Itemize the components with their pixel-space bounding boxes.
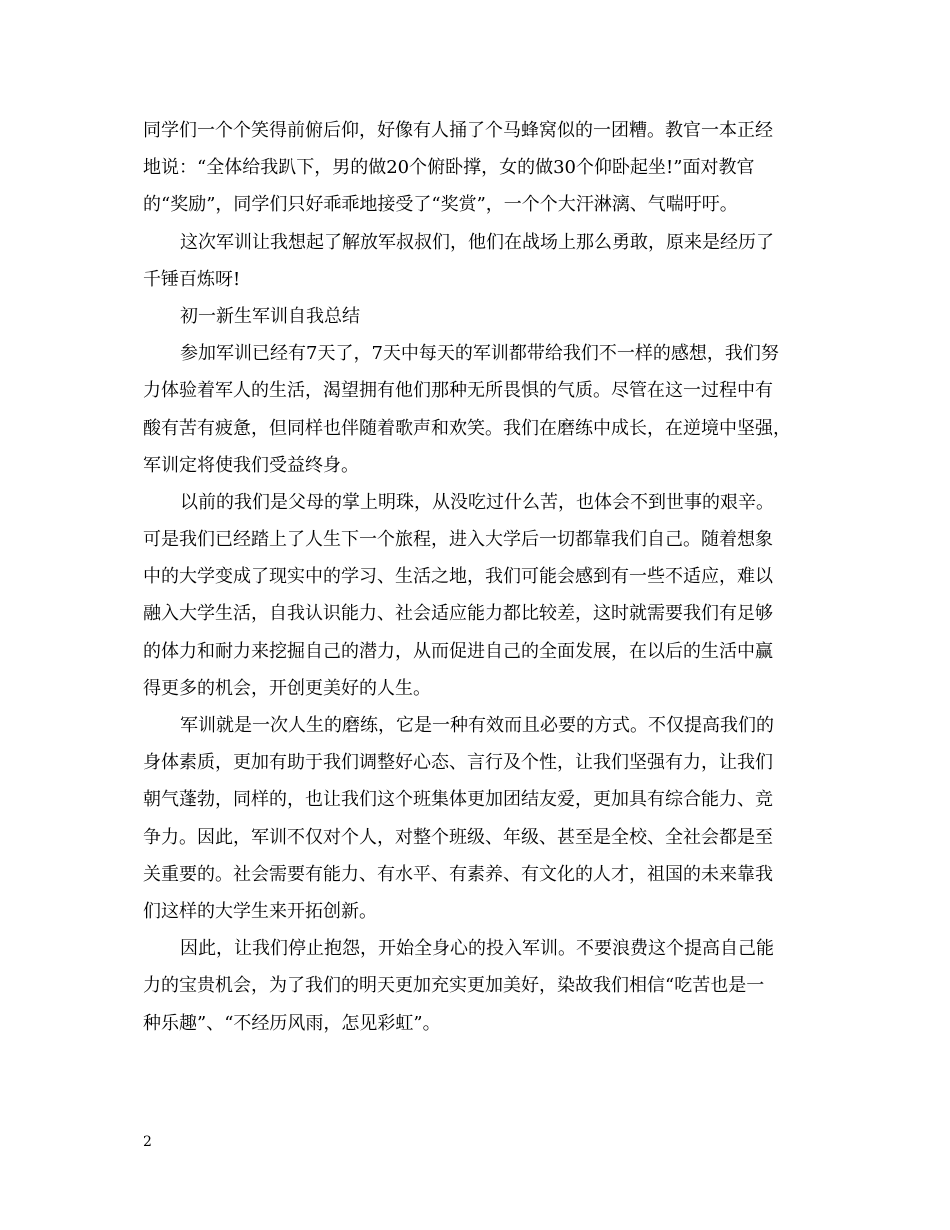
document-body <box>143 112 808 1042</box>
page-number: 2 <box>143 1134 152 1150</box>
text-line: 的体力和耐力来挖掘自己的潜力，从而促进自己的全面发展，在以后的生活中赢 <box>143 640 773 662</box>
text-line: 同学们一个个笑得前俯后仰，好像有人捅了个马蜂窝似的一团糟。教官一本正经 <box>143 120 773 141</box>
text-line: 力的宝贵机会，为了我们的明天更加充实更加美好，染故我们相信“吃苦也是一 <box>143 975 765 997</box>
text-line: 身体素质，更加有助于我们调整好心态、言行及个性，让我们坚强有力，让我们 <box>143 752 773 774</box>
text-line: 参加军训已经有7天了，7天中每天的军训都带给我们不一样的感想，我们努 <box>180 343 779 365</box>
text-line: 这次军训让我想起了解放军叔叔们，他们在战场上那么勇敢，原来是经历了 <box>180 231 774 253</box>
text-line: 得更多的机会，开创更美好的人生。 <box>143 677 431 699</box>
text-line: 地说：“全体给我趴下，男的做20个俯卧撑，女的做30个仰卧起坐!”面对教官 <box>143 157 755 179</box>
text-line: 的“奖励”，同学们只好乖乖地接受了“奖赏”，一个个大汗淋漓、气喘吁吁。 <box>143 194 738 216</box>
text-line: 酸有苦有疲惫，但同样也伴随着歌声和欢笑。我们在磨练中成长，在逆境中坚强， <box>143 417 791 439</box>
text-line: 关重要的。社会需要有能力、有水平、有素养、有文化的人才，祖国的未来靠我 <box>143 863 773 885</box>
section-heading: 初一新生军训自我总结 <box>180 305 360 327</box>
text-line: 军训就是一次人生的磨练，它是一种有效而且必要的方式。不仅提高我们的 <box>180 715 774 736</box>
text-line: 朝气蓬勃，同样的，也让我们这个班集体更加团结友爱，更加具有综合能力、竞 <box>143 789 773 811</box>
text-line: 力体验着军人的生活，渴望拥有他们那种无所畏惧的气质。尽管在这一过程中有 <box>143 380 773 402</box>
text-line: 种乐趣”、“不经历风雨，怎见彩虹”。 <box>143 1012 441 1034</box>
text-line: 军训定将使我们受益终身。 <box>143 454 359 476</box>
text-line: 可是我们已经踏上了人生下一个旅程，进入大学后一切都靠我们自己。随着想象 <box>143 529 773 551</box>
text-line: 融入大学生活，自我认识能力、社会适应能力都比较差，这时就需要我们有足够 <box>143 603 773 625</box>
text-line: 因此，让我们停止抱怨，开始全身心的投入军训。不要浪费这个提高自己能 <box>180 938 774 960</box>
text-line: 争力。因此，军训不仅对个人，对整个班级、年级、甚至是全校、全社会都是至 <box>143 826 773 848</box>
text-line: 千锤百炼呀! <box>143 268 241 290</box>
text-line: 以前的我们是父母的掌上明珠，从没吃过什么苦，也体会不到世事的艰辛。 <box>180 491 774 513</box>
text-line: 中的大学变成了现实中的学习、生活之地，我们可能会感到有一些不适应，难以 <box>143 566 773 588</box>
text-line: 们这样的大学生来开拓创新。 <box>143 900 377 922</box>
